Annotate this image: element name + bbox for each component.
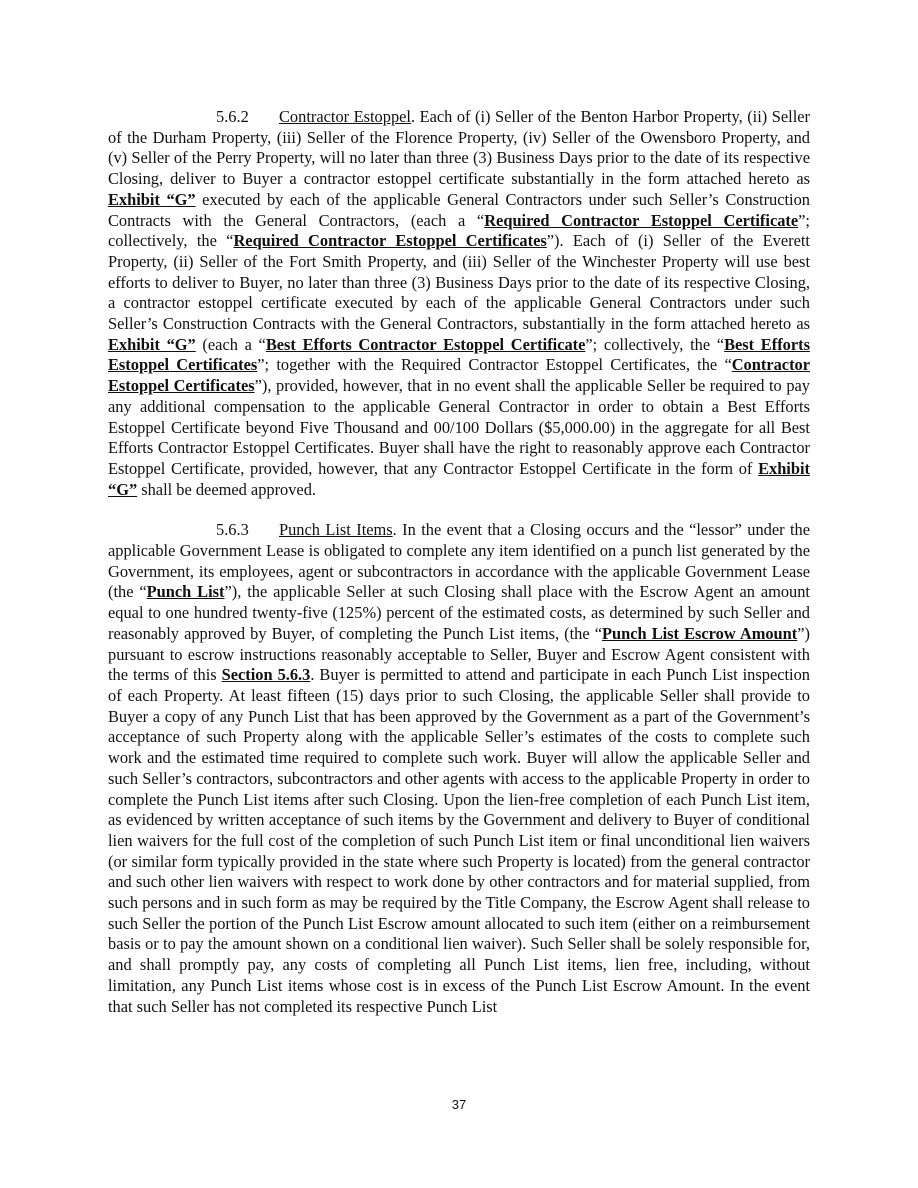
body-text-run: . Buyer is permitted to attend and participate in each Punch List inspection of each Property. At least fifteen (15) days prior to such Closing, the applicable Seller shall provide to Buyer a copy of any Punch List that has been approved by the Government as a part of the Government’s acceptance of such Property along with the applicable Seller’s estimates of the costs to complete such work and the estimated time required to complete such work. Buyer will allow the applicable Seller and such Seller’s contractors, subcontractors and other agents with access to the applicable Property in order to complete the Punch List items after such Closing. Upon the lien-free completion of each Punch List item, as evidenced by written acceptance of such items by the Government and delivery to Buyer of conditional lien waivers for the full cost of the completion of such Punch List item or final unconditional lien waivers (or similar form typically provided in the state where such Property is located) from the general contractor and such other lien waivers with respect to work done by other contractors and for material supplied, from such persons and in such form as may be required by the Title Company, the Escrow Agent shall release to such Seller the portion of the Punch List Escrow amount allocated to such item (either on a reimbursement basis or to pay the amount shown on a conditional lien waiver). Such Seller shall be solely responsible for, and shall promptly pay, any costs of completing all Punch List items, lien free, including, without limitation, any Punch List items whose cost is in excess of the Punch List Escrow Amount. In the event that such Seller has not completed its respective Punch List [108, 665, 811, 1016]
defined-term: Contractor Estoppel Certificates [108, 355, 810, 396]
defined-term: Exhibit “G” [108, 458, 810, 499]
page-number: 37 [451, 1097, 467, 1112]
body-text-run: (each a “ [195, 334, 266, 354]
defined-term: Exhibit “G” [108, 189, 196, 209]
section-5-6-2 [108, 107, 810, 500]
defined-term: Exhibit “G” [108, 334, 196, 354]
body-text-run: shall be deemed approved. [137, 479, 317, 499]
defined-term: Best Efforts Estoppel Certificates [108, 334, 810, 375]
body-text-run: ”), the applicable Seller at such Closing shall place with the Escrow Agent an amount equal to one hundred twenty-five (125%) percent of the estimated costs, as determined by such Seller and reasonably approved by Buyer, of completing the Punch List items, (the “ [108, 582, 810, 643]
body-text-run: ”) pursuant to escrow instructions reasonably acceptable to Seller, Buyer and Escrow Agent consistent with the terms of this [108, 623, 810, 685]
defined-term: Required Contractor Estoppel Certificate [484, 210, 799, 230]
body-text-run: . Each of (i) Seller of the Benton Harbor Property, (ii) Seller of the Durham Property, (iii) Seller of the Florence Property, (iv) Seller of the Owensboro Property, and (v) Seller of the Perry Property, will no later than three (3) Business Days prior to the date of its respective Closing, deliver to Buyer a contractor estoppel certificate substantially in the form attached hereto as [108, 107, 810, 189]
body-text [108, 107, 810, 1017]
defined-term: Section 5.6.3 [221, 665, 311, 685]
body-text-run: executed by each of the applicable General Contractors under such Seller’s Construction Contracts with the General Contractors, (each a “ [108, 189, 810, 230]
section-number: 5.6.2 [216, 107, 249, 126]
defined-term: Punch List Escrow Amount [601, 623, 798, 643]
body-text-run: ”), provided, however, that in no event shall the applicable Seller be required to pay any additional compensation to the applicable General Contractor in order to obtain a Best Efforts Estoppel Certificate beyond Five Thousand and 00/100 Dollars ($5,000.00) in the aggregate for all Best Efforts Contractor Estoppel Certificates. Buyer shall have the right to reasonably approve each Contractor Estoppel Certificate, provided, however, that any Contractor Estoppel Certificate in the form of [108, 376, 810, 478]
section-body [108, 107, 810, 499]
section-heading: Punch List Items [279, 520, 393, 540]
body-text-run: ”). Each of (i) Seller of the Everett Property, (ii) Seller of the Fort Smith Property, and (iii) Seller of the Winchester Property will use best efforts to deliver to Buyer, no later than three (3) Business Days prior to the date of its respective Closing, a contractor estoppel certificate executed by each of the applicable General Contractors under such Seller’s Construction Contracts with the General Contractors, substantially in the form attached hereto as [108, 231, 810, 334]
body-text-run: . In the event that a Closing occurs and the “lessor” under the applicable Government Lease is obligated to complete any item identified on a punch list generated by the Government, its employees, agent or subcontractors in accordance with the applicable Government Lease (the “ [108, 520, 810, 602]
defined-term: Best Efforts Contractor Estoppel Certificate [265, 334, 586, 354]
body-text-run: ”; collectively, the “ [585, 334, 725, 354]
defined-term: Required Contractor Estoppel Certificates [233, 231, 547, 251]
body-text-run: ”; together with the Required Contractor Estoppel Certificates, the “ [257, 355, 732, 375]
section-body [108, 520, 810, 1015]
section-5-6-3 [108, 520, 810, 1017]
section-number: 5.6.3 [216, 520, 249, 540]
body-text-run: ”; collectively, the “ [108, 210, 810, 251]
section-heading: Contractor Estoppel [279, 107, 411, 126]
defined-term: Punch List [146, 582, 225, 602]
